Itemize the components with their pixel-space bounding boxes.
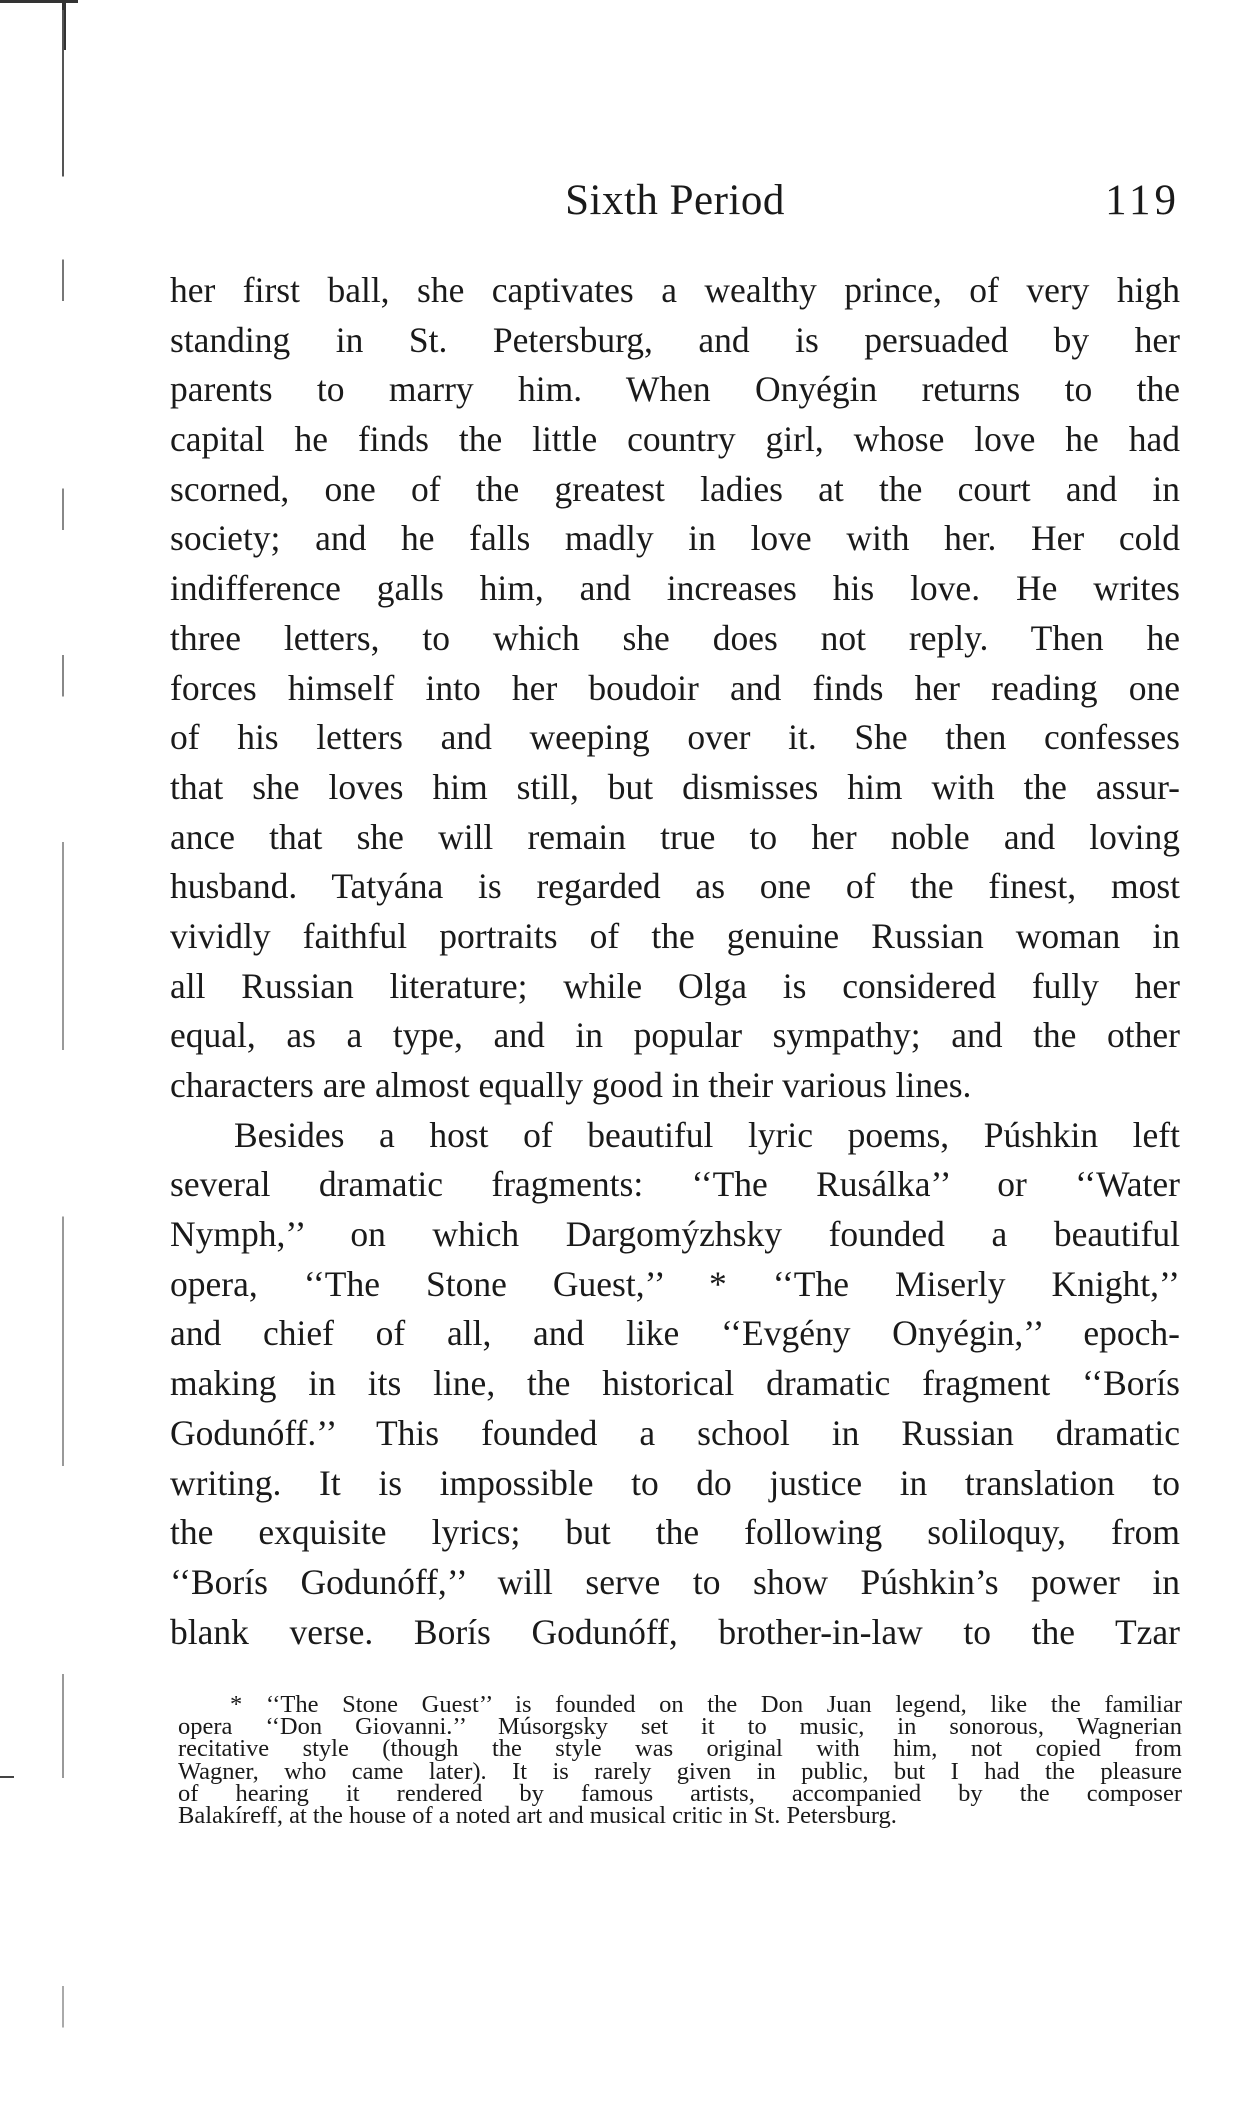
body-line: forces himself into her boudoir and finds her reading one (170, 667, 1180, 708)
footnote-line: Wagner, who came later). It is rarely given in public, but I had the pleasure (178, 1757, 1182, 1785)
footnote-line: * ‘‘The Stone Guest’’ is founded on the Don Juan legend, like the familiar (230, 1691, 1182, 1718)
body-line: of his letters and weeping over it. She then confesses (170, 717, 1180, 758)
footnote-line: of hearing it rendered by famous artists, accompanied by the composer (178, 1779, 1182, 1807)
footnote-line: Balakíreff, at the house of a noted art and musical critic in St. Petersburg. (178, 1801, 897, 1829)
scan-side-tick (0, 1776, 14, 1778)
body-line: vividly faithful portraits of the genuine Russian woman in (170, 915, 1180, 956)
page-number: 119 (1105, 177, 1180, 224)
running-head (170, 176, 1180, 236)
footnote (178, 1691, 1182, 1829)
body-line: parents to marry him. When Onyégin returns to the (170, 369, 1180, 410)
body-text (170, 266, 1180, 1657)
body-line: the exquisite lyrics; but the following soliloquy, from (170, 1512, 1180, 1553)
scan-gutter-line (62, 10, 64, 2090)
scan-corner-mark (0, 0, 78, 17)
body-line: husband. Tatyána is regarded as one of the finest, most (170, 866, 1180, 907)
running-title: Sixth Period (565, 177, 785, 224)
body-line: society; and he falls madly in love with her. Her cold (170, 518, 1180, 559)
footnote-line: recitative style (though the style was original with him, not copied from (178, 1735, 1182, 1763)
body-line: opera, ‘‘The Stone Guest,’’ * ‘‘The Miserly Knight,’’ (170, 1263, 1180, 1304)
body-line: standing in St. Petersburg, and is persuaded by her (170, 319, 1180, 360)
body-line: writing. It is impossible to do justice in translation to (170, 1462, 1180, 1503)
body-line: ance that she will remain true to her noble and loving (170, 816, 1180, 857)
body-line: and chief of all, and like ‘‘Evgény Onyégin,’’ epoch- (170, 1313, 1180, 1354)
body-line: characters are almost equally good in their various lines. (170, 1065, 972, 1105)
body-line: her first ball, she captivates a wealthy prince, of very high (170, 270, 1180, 310)
body-line: three letters, to which she does not reply. Then he (170, 617, 1180, 658)
body-line: Nymph,’’ on which Dargomýzhsky founded a beautiful (170, 1214, 1180, 1255)
body-line: ‘‘Borís Godunóff,’’ will serve to show Púshkin’s power in (170, 1561, 1180, 1602)
body-line: equal, as a type, and in popular sympathy; and the other (170, 1015, 1180, 1056)
body-line: Besides a host of beautiful lyric poems, Púshkin left (234, 1114, 1180, 1155)
body-line: several dramatic fragments: ‘‘The Rusálka’’ or ‘‘Water (170, 1164, 1180, 1205)
body-line: making in its line, the historical dramatic fragment ‘‘Borís (170, 1363, 1180, 1404)
footnote-line: opera ‘‘Don Giovanni.’’ Músorgsky set it to music, in sonorous, Wagnerian (178, 1713, 1182, 1741)
body-line: Godunóff.’’ This founded a school in Russian dramatic (170, 1412, 1180, 1453)
body-line: capital he finds the little country girl, whose love he had (170, 419, 1180, 460)
body-line: scorned, one of the greatest ladies at the court and in (170, 468, 1180, 509)
body-line: all Russian literature; while Olga is considered fully her (170, 965, 1180, 1006)
body-line: blank verse. Borís Godunóff, brother-in-law to the Tzar (170, 1611, 1180, 1652)
body-line: indifference galls him, and increases his love. He writes (170, 568, 1180, 609)
body-line: that she loves him still, but dismisses him with the assur- (170, 766, 1180, 807)
